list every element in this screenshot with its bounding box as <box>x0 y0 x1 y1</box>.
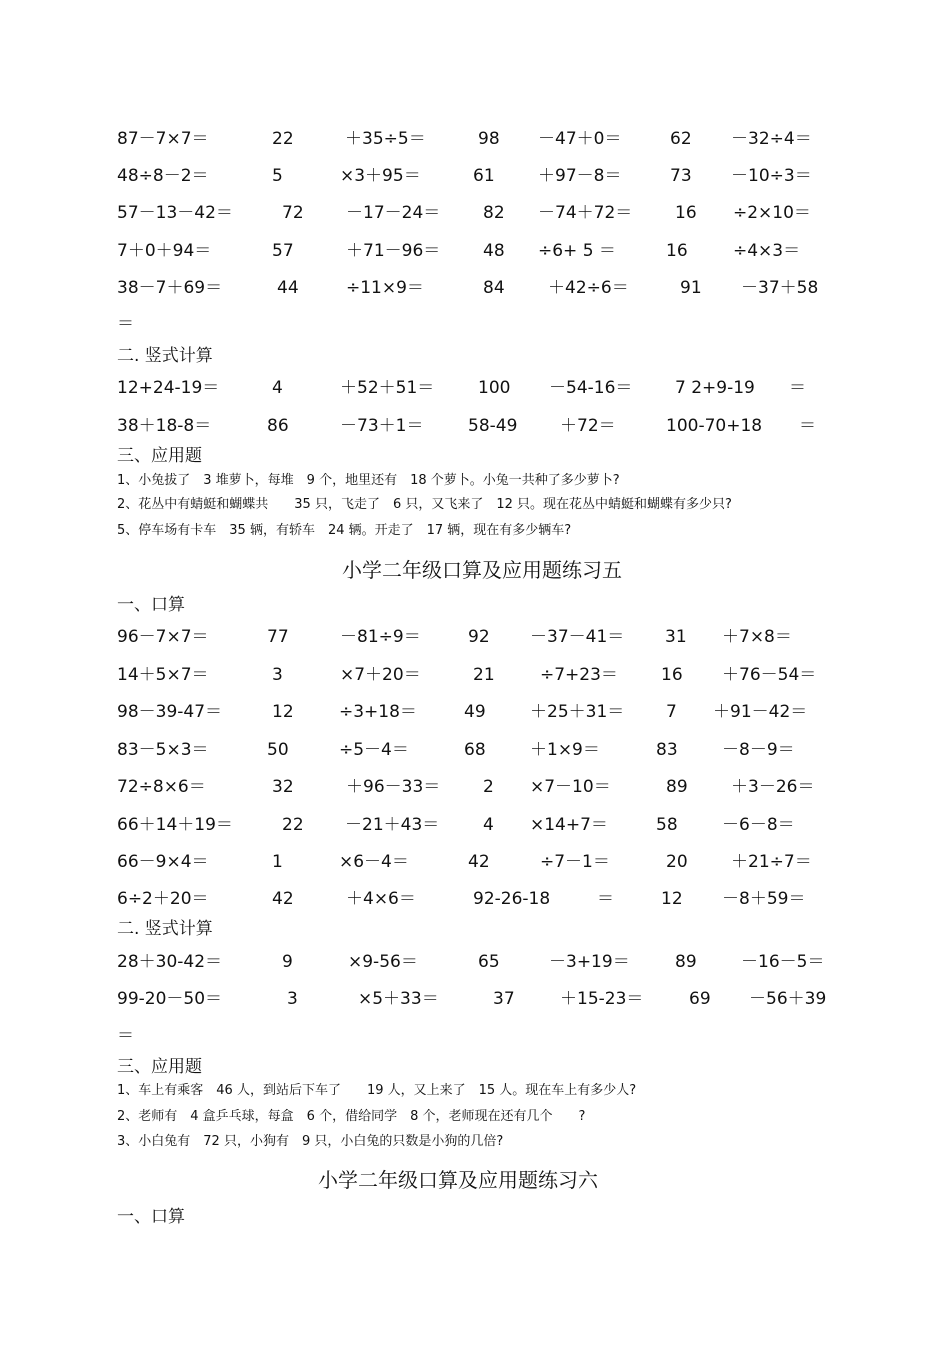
oral-expression: －6－8＝ <box>722 815 795 835</box>
oral-expression: 92 <box>468 627 490 647</box>
oral-expression: 57 <box>272 241 294 261</box>
vertical-expression: －54-16＝ <box>549 378 633 398</box>
oral-expression: 72 <box>282 203 304 223</box>
vertical-expression: 65 <box>478 952 500 972</box>
oral-expression: －32÷4＝ <box>731 129 812 149</box>
vertical-expression: 28＋30-42＝ <box>117 952 223 972</box>
oral-expression: 77 <box>267 627 289 647</box>
oral-expression: －10÷3＝ <box>731 166 812 186</box>
oral-expression: ÷3+18＝ <box>339 702 417 722</box>
oral-expression: 12 <box>661 889 683 909</box>
oral-expression: ÷4×3＝ <box>733 241 801 261</box>
oral-expression: ×7－10＝ <box>530 777 611 797</box>
vertical-expression: 7 2+9-19 <box>675 378 755 398</box>
word-problem: 1、车上有乘客 46 人，到站后下车了 19 人，又上来了 15 人。现在车上有多少人? <box>117 1083 637 1098</box>
oral-expression: 32 <box>272 777 294 797</box>
vertical-expression: －16－5＝ <box>741 952 825 972</box>
wrapped-equals: ＝ <box>117 1026 134 1046</box>
oral-expression: 3 <box>272 665 283 685</box>
oral-expression: ×7＋20＝ <box>340 665 421 685</box>
oral-expression: 96－7×7＝ <box>117 627 209 647</box>
oral-expression: 21 <box>473 665 495 685</box>
oral-expression: 31 <box>665 627 687 647</box>
oral-expression: ＝ <box>597 889 614 909</box>
oral-expression: ×6－4＝ <box>339 852 409 872</box>
exercise-title: 小学二年级口算及应用题练习五 <box>342 558 622 582</box>
oral-expression: －8＋59＝ <box>722 889 806 909</box>
vertical-expression: 4 <box>272 378 283 398</box>
oral-expression: ＋96－33＝ <box>346 777 441 797</box>
oral-expression: 48 <box>483 241 505 261</box>
vertical-expression: 12+24-19＝ <box>117 378 220 398</box>
oral-expression: ＋4×6＝ <box>346 889 416 909</box>
vertical-expression: ＋52＋51＝ <box>340 378 435 398</box>
oral-expression: 1 <box>272 852 283 872</box>
vertical-expression: －56＋39 <box>749 989 827 1009</box>
oral-expression: ＋25＋31＝ <box>530 702 625 722</box>
oral-expression: 98－39-47＝ <box>117 702 223 722</box>
word-problem: 2、老师有 4 盒乒乓球，每盒 6 个，借给同学 8 个，老师现在还有几个 ? <box>117 1109 586 1124</box>
oral-expression: 57－13－42＝ <box>117 203 233 223</box>
vertical-expression: ×5＋33＝ <box>358 989 439 1009</box>
oral-expression: 58 <box>656 815 678 835</box>
oral-expression: －81÷9＝ <box>340 627 421 647</box>
oral-expression: ＋97－8＝ <box>538 166 622 186</box>
oral-expression: ＋21÷7＝ <box>731 852 812 872</box>
word-problem: 1、小兔拔了 3 堆萝卜，每堆 9 个，地里还有 18 个萝卜。小兔一共种了多少萝卜? <box>117 473 620 488</box>
oral-expression: 5 <box>272 166 283 186</box>
oral-expression: 16 <box>675 203 697 223</box>
vertical-expression: 100-70+18 <box>666 416 763 436</box>
oral-expression: 89 <box>666 777 688 797</box>
oral-expression: ÷6+ 5 ＝ <box>538 241 616 261</box>
oral-expression: ÷7－1＝ <box>540 852 610 872</box>
section-heading: 三、应用题 <box>117 1057 202 1077</box>
oral-expression: 66－9×4＝ <box>117 852 209 872</box>
oral-expression: 16 <box>661 665 683 685</box>
vertical-expression: ＋15-23＝ <box>560 989 644 1009</box>
vertical-expression: 99-20－50＝ <box>117 989 223 1009</box>
section-heading: 三、应用题 <box>117 446 202 466</box>
oral-expression: －47＋0＝ <box>538 129 622 149</box>
oral-expression: 82 <box>483 203 505 223</box>
vertical-expression: 37 <box>493 989 515 1009</box>
oral-expression: 68 <box>464 740 486 760</box>
oral-expression: 83 <box>656 740 678 760</box>
oral-expression: 92-26-18 <box>473 889 551 909</box>
oral-expression: ＋3－26＝ <box>731 777 815 797</box>
oral-expression: 49 <box>464 702 486 722</box>
oral-expression: ÷11×9＝ <box>346 278 424 298</box>
section-heading: 一、口算 <box>117 1207 185 1227</box>
oral-expression: 7＋0＋94＝ <box>117 241 212 261</box>
oral-expression: －37＋58 <box>741 278 819 298</box>
section-heading: 一、口算 <box>117 595 185 615</box>
oral-expression: 66＋14＋19＝ <box>117 815 233 835</box>
vertical-expression: 69 <box>689 989 711 1009</box>
oral-expression: 91 <box>680 278 702 298</box>
vertical-expression: ×9-56＝ <box>348 952 418 972</box>
oral-expression: 6÷2＋20＝ <box>117 889 209 909</box>
vertical-expression: 89 <box>675 952 697 972</box>
oral-expression: 4 <box>483 815 494 835</box>
oral-expression: 22 <box>282 815 304 835</box>
oral-expression: 72÷8×6＝ <box>117 777 206 797</box>
oral-expression: ÷5－4＝ <box>339 740 409 760</box>
vertical-expression: ＋72＝ <box>560 416 616 436</box>
oral-expression: 22 <box>272 129 294 149</box>
vertical-expression: －73＋1＝ <box>340 416 424 436</box>
vertical-expression: 86 <box>267 416 289 436</box>
oral-expression: 14＋5×7＝ <box>117 665 209 685</box>
oral-expression: 12 <box>272 702 294 722</box>
vertical-expression: －3+19＝ <box>549 952 630 972</box>
oral-expression: 73 <box>670 166 692 186</box>
word-problem: 3、小白兔有 72 只，小狗有 9 只，小白兔的只数是小狗的几倍? <box>117 1134 504 1149</box>
oral-expression: 44 <box>277 278 299 298</box>
word-problem: 5、停车场有卡车 35 辆，有轿车 24 辆。开走了 17 辆，现在有多少辆车? <box>117 523 572 538</box>
oral-expression: －17－24＝ <box>346 203 441 223</box>
oral-expression: 42 <box>272 889 294 909</box>
oral-expression: 16 <box>666 241 688 261</box>
oral-expression: 61 <box>473 166 495 186</box>
oral-expression: ＋42÷6＝ <box>548 278 629 298</box>
oral-expression: 84 <box>483 278 505 298</box>
oral-expression: ÷7+23＝ <box>540 665 618 685</box>
oral-expression: ÷2×10＝ <box>733 203 811 223</box>
oral-expression: 62 <box>670 129 692 149</box>
oral-expression: ＋35÷5＝ <box>345 129 426 149</box>
vertical-expression: ＝ <box>789 378 806 398</box>
oral-expression: 98 <box>478 129 500 149</box>
oral-expression: －21＋43＝ <box>345 815 440 835</box>
vertical-expression: 100 <box>478 378 511 398</box>
oral-expression: 20 <box>666 852 688 872</box>
oral-expression: 38－7＋69＝ <box>117 278 223 298</box>
vertical-expression: 38＋18-8＝ <box>117 416 212 436</box>
oral-expression: ×3＋95＝ <box>340 166 421 186</box>
exercise-title: 小学二年级口算及应用题练习六 <box>318 1168 598 1192</box>
oral-expression: 2 <box>483 777 494 797</box>
vertical-expression: 3 <box>287 989 298 1009</box>
oral-expression: ×14+7＝ <box>530 815 608 835</box>
vertical-expression: 9 <box>282 952 293 972</box>
oral-expression: ＋76－54＝ <box>722 665 817 685</box>
oral-expression: ＋7×8＝ <box>722 627 792 647</box>
oral-expression: 50 <box>267 740 289 760</box>
oral-expression: 7 <box>666 702 677 722</box>
vertical-expression: ＝ <box>799 416 816 436</box>
section-heading: 二. 竖式计算 <box>117 346 213 366</box>
wrapped-equals: ＝ <box>117 314 134 334</box>
oral-expression: ＋91－42＝ <box>713 702 808 722</box>
oral-expression: ＋71－96＝ <box>346 241 441 261</box>
oral-expression: 42 <box>468 852 490 872</box>
word-problem: 2、花丛中有蜻蜓和蝴蝶共 35 只，飞走了 6 只，又飞来了 12 只。现在花丛中蜻蜓和蝴蝶有多少只? <box>117 497 732 512</box>
oral-expression: －8－9＝ <box>722 740 795 760</box>
oral-expression: －74＋72＝ <box>538 203 633 223</box>
oral-expression: 87－7×7＝ <box>117 129 209 149</box>
oral-expression: ＋1×9＝ <box>530 740 600 760</box>
section-heading: 二. 竖式计算 <box>117 919 213 939</box>
oral-expression: 48÷8－2＝ <box>117 166 209 186</box>
oral-expression: 83－5×3＝ <box>117 740 209 760</box>
oral-expression: －37－41＝ <box>530 627 625 647</box>
vertical-expression: 58-49 <box>468 416 518 436</box>
